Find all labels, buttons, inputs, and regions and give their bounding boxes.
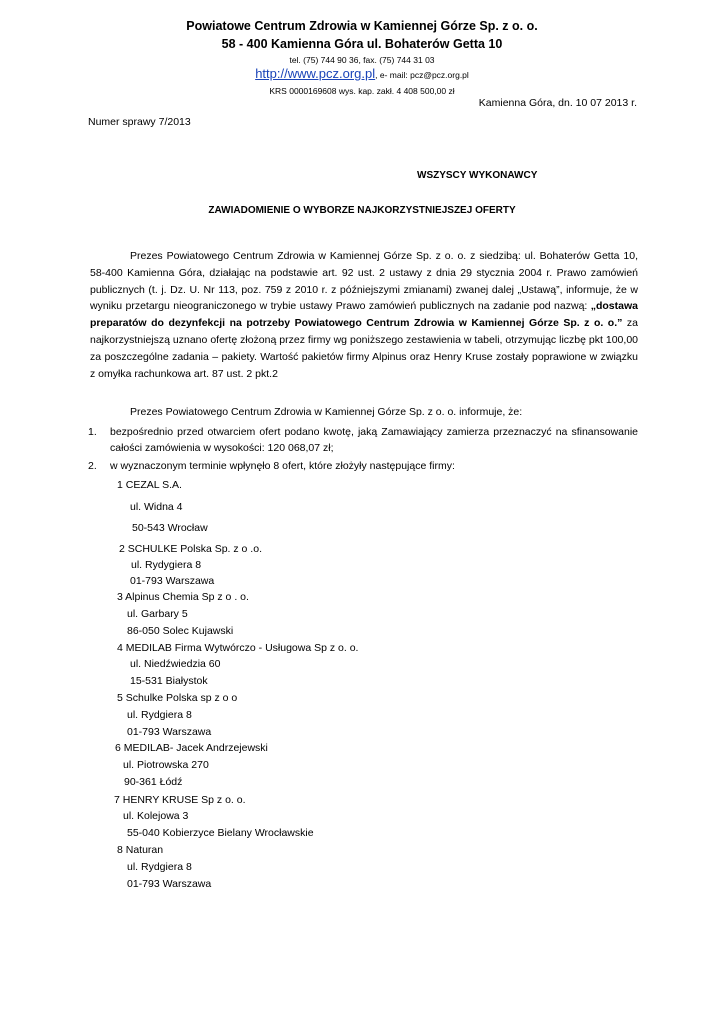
org-email: , e- mail: pcz@pcz.org.pl [375, 70, 469, 80]
firm-street: ul. Widna 4 [130, 501, 183, 513]
firm-city: 01-793 Warszawa [130, 575, 215, 587]
place-date: Kamienna Góra, dn. 10 07 2013 r. [478, 97, 637, 109]
firm-name: 2 SCHULKE Polska Sp. z o .o. [119, 543, 262, 555]
document-subject: ZAWIADOMIENIE O WYBORZE NAJKORZYSTNIEJSZEJ OFERTY [208, 205, 516, 216]
firm-street: ul. Rydgiera 8 [127, 709, 192, 721]
informs-line: Prezes Powiatowego Centrum Zdrowia w Kamiennej Górze Sp. z o. o. informuje, że: [130, 406, 523, 418]
firm-name: 1 CEZAL S.A. [117, 479, 182, 491]
case-number: Numer sprawy 7/2013 [88, 116, 191, 128]
intro-text-1: Prezes Powiatowego Centrum Zdrowia w Kamiennej Górze Sp. z o. o. z siedzibą: ul. Bohaterów Getta 10, 58-400 Kamienna Góra, działając na podstawie art. 92 ust. 2 ustawy z dnia 29 stycznia 2004 r. Prawo zamówień publicznych (t. j. Dz. U. Nr 113, poz. 759 z 2010 r. z późniejszymi zmianami) zwanej dalej „Ustawą”, informuje, że w wyniku przetargu nieograniczonego w trybie ustawy Prawo zamówień publicznych na zadanie pod nazwą: [90, 250, 638, 313]
firm-street: ul. Piotrowska 270 [123, 759, 209, 771]
firm-city: 55-040 Kobierzyce Bielany Wrocławskie [127, 827, 314, 839]
org-krs: KRS 0000169608 wys. kap. zakł. 4 408 500,00 zł [269, 86, 455, 96]
org-address: 58 - 400 Kamienna Góra ul. Bohaterów Getta 10 [221, 37, 503, 51]
org-contact-line [0, 66, 724, 81]
firm-city: 86-050 Solec Kujawski [127, 625, 234, 637]
firm-city: 50-543 Wrocław [132, 522, 208, 534]
firm-street: ul. Garbary 5 [127, 608, 188, 620]
org-name: Powiatowe Centrum Zdrowia w Kamiennej Górze Sp. z o. o. [186, 19, 538, 33]
firm-street: ul. Kolejowa 3 [123, 810, 189, 822]
firm-city: 01-793 Warszawa [127, 878, 212, 890]
firm-street: ul. Rydygiera 8 [131, 559, 202, 571]
firm-street: ul. Rydgiera 8 [127, 861, 192, 873]
intro-text-2: za najkorzystniejszą uznano ofertę złożoną przez firmy wg poniższego zestawienia w tabeli, otrzymując liczbę pkt 100,00 za poszczególne zadania – pakiety. Wartość pakietów firmy Alpinus oraz Henry Kruse zostały poprawione w związku z omyłka rachunkowa art. 87 ust. 2 pkt.2 [90, 317, 639, 380]
firm-street: ul. Niedźwiedzia 60 [130, 658, 221, 670]
firm-name: 7 HENRY KRUSE Sp z o. o. [114, 794, 246, 806]
firm-city: 01-793 Warszawa [127, 726, 212, 738]
org-phone-fax: tel. (75) 744 90 36, fax. (75) 744 31 03 [289, 55, 435, 65]
firm-name: 6 MEDILAB- Jacek Andrzejewski [115, 742, 268, 754]
point-number: 1. [88, 426, 97, 438]
intro-paragraph [90, 248, 638, 382]
firm-name: 5 Schulke Polska sp z o o [117, 692, 238, 704]
point-number: 2. [88, 460, 97, 472]
firm-city: 15-531 Białystok [130, 675, 208, 687]
point-text: bezpośrednio przed otwarciem ofert podano kwotę, jaką Zamawiający zamierza przeznaczyć na sfinansowanie całości zamówienia w wysokości: 120 068,07 zł; [110, 426, 638, 454]
website-link[interactable]: http://www.pcz.org.pl [255, 66, 376, 81]
intro-subject-bold: „dostawa preparatów do dezynfekcji na potrzeby Powiatowego Centrum Zdrowia w Kamiennej Górze Sp. z o. o.” [90, 300, 638, 330]
recipient: WSZYSCY WYKONAWCY [417, 170, 538, 181]
firm-name: 4 MEDILAB Firma Wytwórczo - Usługowa Sp z o. o. [117, 642, 359, 654]
firm-name: 3 Alpinus Chemia Sp z o . o. [117, 591, 249, 603]
firm-city: 90-361 Łódź [124, 776, 183, 788]
point-text: w wyznaczonym terminie wpłynęło 8 ofert, które złożyły następujące firmy: [110, 460, 455, 472]
firm-name: 8 Naturan [117, 844, 164, 856]
